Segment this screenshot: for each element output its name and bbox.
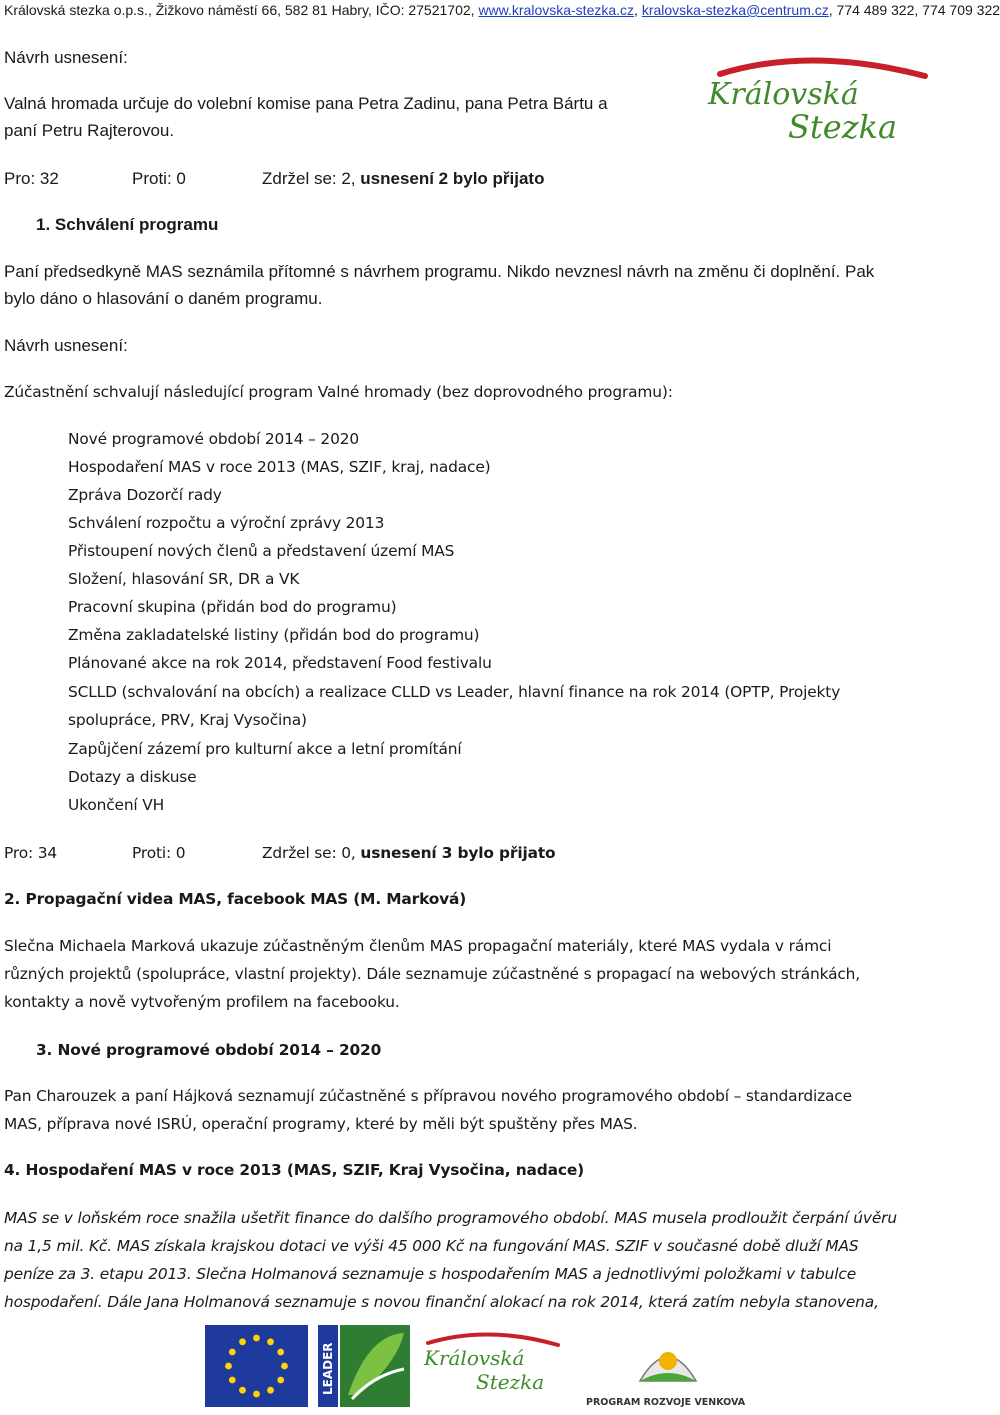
program-item: Složení, hlasování SR, DR a VK xyxy=(68,570,300,588)
proposal-text-line-2: paní Petru Rajterovou. xyxy=(4,121,175,140)
section-3-line: Pan Charouzek a paní Hájková seznamují zúčastněné s přípravou nového programového období – standardizace xyxy=(4,1087,852,1105)
header-phones: , 774 489 322, 774 709 322 xyxy=(828,2,1000,18)
kralovska-stezka-logo xyxy=(700,52,945,162)
program-item: Zpráva Dozorčí rady xyxy=(68,486,222,504)
section-1-line-2: bylo dáno o hlasování o daném programu. xyxy=(4,289,323,308)
section-2-line: různých projektů (spolupráce, vlastní projekty). Dále seznamuje zúčastněné s propagací na webových stránkách, xyxy=(4,965,861,983)
proposal-text-line-1: Valná hromada určuje do volební komise pana Petra Zadinu, pana Petra Bártu a xyxy=(4,94,608,113)
eu-flag-logo xyxy=(205,1325,308,1410)
vote-result-text-1: usnesení 2 bylo přijato xyxy=(360,169,545,188)
logo-line2: Stezka xyxy=(788,108,898,146)
vote-zdrzel-1: Zdržel se: 2, xyxy=(262,169,361,188)
prv-label: PROGRAM ROZVOJE VENKOVA xyxy=(586,1397,746,1408)
logo-line1: Královská xyxy=(708,77,859,112)
program-item: Pracovní skupina (přidán bod do programu) xyxy=(68,598,397,616)
vote-zdrzel-2: Zdržel se: 0, xyxy=(262,844,361,862)
program-item: Plánované akce na rok 2014, představení Food festivalu xyxy=(68,654,492,672)
section-1-line-1: Paní předsedkyně MAS seznámila přítomné s návrhem programu. Nikdo nevznesl návrh na změnu či doplnění. Pak xyxy=(4,262,875,281)
footer-logo-line2: Stezka xyxy=(476,1370,545,1394)
section-1-title: 1. Schválení programu xyxy=(36,215,219,234)
program-item: spolupráce, PRV, Kraj Vysočina) xyxy=(68,711,307,729)
proposal-heading-1: Návrh usnesení: xyxy=(4,48,128,67)
section-4-line: hospodaření. Dále Jana Holmanová seznamuje s novou finanční alokací na rok 2014, která zatím nebyla stanovena, xyxy=(4,1293,879,1311)
section-2-line: Slečna Michaela Marková ukazuje zúčastněným členům MAS propagační materiály, které MAS vydala v rámci xyxy=(4,937,832,955)
eu-flag-icon xyxy=(205,1325,308,1407)
header-web-link[interactable]: www.kralovska-stezka.cz xyxy=(478,2,635,18)
program-item: Zapůjčení zázemí pro kulturní akce a letní promítání xyxy=(68,740,462,758)
vote-result-1 xyxy=(262,169,544,189)
program-item: Ukončení VH xyxy=(68,796,165,814)
kralovska-stezka-footer-logo xyxy=(418,1325,568,1410)
footer-logo-graphic xyxy=(418,1325,568,1405)
leader-icon xyxy=(318,1325,410,1407)
section-2-line: kontakty a nově vytvořeným profilem na facebooku. xyxy=(4,993,400,1011)
section-4-line: MAS se v loňském roce snažila ušetřit finance do dalšího programového období. MAS musela prodloužit čerpání úvěru xyxy=(4,1209,897,1227)
program-item: SCLLD (schvalování na obcích) a realizace CLLD vs Leader, hlavní finance na rok 2014 (OPTP, Projekty xyxy=(68,683,841,701)
program-item: Změna zakladatelské listiny (přidán bod do programu) xyxy=(68,626,480,644)
footer-logo-line1: Královská xyxy=(424,1346,525,1370)
program-item: Nové programové období 2014 – 2020 xyxy=(68,430,360,448)
header-org-info: Královská stezka o.p.s., Žižkovo náměstí 66, 582 81 Habry, IČO: 27521702, xyxy=(4,2,479,18)
program-item: Hospodaření MAS v roce 2013 (MAS, SZIF, kraj, nadace) xyxy=(68,458,491,476)
vote-pro-1: Pro: 32 xyxy=(4,169,59,188)
prv-logo xyxy=(578,1325,758,1410)
vote-result-2 xyxy=(262,844,555,862)
section-4-line: na 1,5 mil. Kč. MAS získala krajskou dotaci ve výši 45 000 Kč na fungování MAS. SZIF v současné době dluží MAS xyxy=(4,1237,859,1255)
program-item: Dotazy a diskuse xyxy=(68,768,197,786)
section-2-title: 2. Propagační videa MAS, facebook MAS (M. Marková) xyxy=(4,890,467,908)
vote-proti-1: Proti: 0 xyxy=(132,169,186,188)
vote-pro-2: Pro: 34 xyxy=(4,844,58,862)
proposal-heading-2: Návrh usnesení: xyxy=(4,336,128,355)
section-4-title: 4. Hospodaření MAS v roce 2013 (MAS, SZIF, Kraj Vysočina, nadace) xyxy=(4,1161,584,1179)
program-item: Schválení rozpočtu a výroční zprávy 2013 xyxy=(68,514,385,532)
section-3-line: MAS, příprava nové ISRÚ, operační programy, které by měli být spuštěny přes MAS. xyxy=(4,1115,638,1133)
program-item: Přistoupení nových členů a představení území MAS xyxy=(68,542,455,560)
header-email-link[interactable]: kralovska-stezka@centrum.cz xyxy=(641,2,829,18)
vote-proti-2: Proti: 0 xyxy=(132,844,186,862)
header-line xyxy=(4,2,1000,18)
vote-result-text-2: usnesení 3 bylo přijato xyxy=(360,844,556,862)
header-separator: , xyxy=(634,2,642,18)
program-intro: Zúčastnění schvalují následující program Valné hromady (bez doprovodného programu): xyxy=(4,383,673,401)
prv-icon xyxy=(578,1325,758,1410)
leader-logo xyxy=(318,1325,410,1410)
section-4-line: peníze za 3. etapu 2013. Slečna Holmanová seznamuje s hospodařením MAS a jednotlivými položkami v tabulce xyxy=(4,1265,857,1283)
logo-graphic xyxy=(700,52,945,162)
section-3-title: 3. Nové programové období 2014 – 2020 xyxy=(36,1041,382,1059)
leader-label: LEADER xyxy=(321,1342,335,1395)
